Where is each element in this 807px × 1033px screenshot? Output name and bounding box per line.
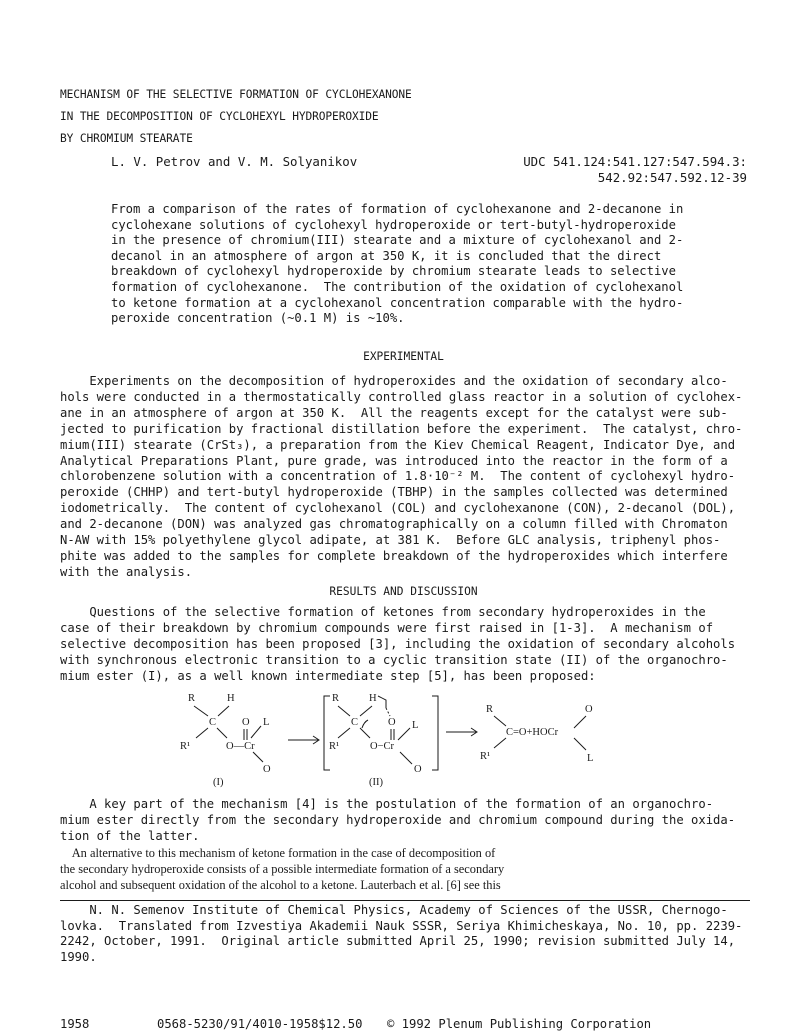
paragraph-line: An alternative to this mechanism of ketone formation in the case of decomposition of [60, 846, 496, 860]
paragraph-line: jected to purification by fractional distillation before the experiment. The catalyst, chro- [60, 421, 743, 436]
paragraph-line: peroxide (CHHP) and tert-butyl hydroperoxide (TBHP) in the samples collected was determined [60, 485, 728, 500]
bond [251, 726, 261, 738]
scheme-r1: R¹ [480, 751, 491, 762]
bond [338, 706, 350, 716]
title-line-2: IN THE DECOMPOSITION OF CYCLOHEXYL HYDROPEROXIDE [60, 110, 379, 123]
title-line-3: BY CHROMIUM STEARATE [60, 132, 193, 145]
bond [398, 728, 410, 740]
abstract-line: decanol in an atmosphere of argon at 350 K, it is concluded that the direct [111, 248, 662, 263]
bracket-right [432, 696, 438, 770]
paragraph-line: N-AW with 15% polyethylene glycol adipate, at 381 K. Before GLC analysis, triphenyl phos- [60, 533, 721, 548]
bond [494, 716, 506, 726]
title-line-1: MECHANISM OF THE SELECTIVE FORMATION OF CYCLOHEXANONE [60, 88, 412, 101]
bracket-left [324, 696, 330, 770]
scheme-r: R [486, 704, 494, 715]
udc-line-2: 542.92:547.592.12-39 [597, 170, 747, 185]
paragraph-line: with the analysis. [60, 564, 193, 579]
scheme-o-cr: O−Cr [370, 741, 395, 752]
paragraph-line: case of their breakdown by chromium compounds were first raised in [1-3]. A mechanism of [60, 620, 714, 635]
scheme-r1: R¹ [329, 741, 340, 752]
scheme-product: C=O+HOCr [506, 727, 559, 738]
paragraph-line: iodometrically. The content of cyclohexanol (COL) and cyclohexanone (CON), 2-decanol (DOL), [60, 501, 736, 516]
paragraph-line: Analytical Preparations Plant, pure grade, was introduced into the reactor in the form of a [60, 453, 728, 468]
scheme-c: C [209, 717, 217, 728]
scheme-l: L [412, 720, 419, 731]
footnote [60, 903, 750, 965]
scheme-o: O [242, 717, 250, 728]
structure-label-2: (II) [369, 777, 383, 788]
electron-arrow [378, 696, 386, 708]
paragraph-line: mium(III) stearate (CrSt₃), a preparation from the Kiev Chemical Reagent, Indicator Dye, and [60, 437, 736, 452]
scheme-o: O [414, 764, 422, 775]
bond [217, 728, 227, 738]
paragraph-line: chlorobenzene solution with a concentration of 1.8·10⁻² M. The content of cyclohexyl hydro- [60, 469, 736, 484]
scheme-r: R [188, 693, 196, 704]
page-number: 1958 [60, 1017, 90, 1031]
abstract-line: From a comparison of the rates of formation of cyclohexanone and 2-decanone in [111, 202, 684, 216]
paragraph-line: with synchronous electronic transition to a cyclic transition state (II) of the organochro- [60, 652, 728, 667]
paragraph-line: phite was added to the samples for complete breakdown of the hydroperoxides which interfere [60, 548, 728, 563]
bond [196, 728, 208, 738]
paragraph-line: tion of the latter. [60, 828, 200, 843]
scheme-l: L [263, 717, 270, 728]
scheme-h: H [369, 693, 377, 704]
paragraph-line: mium ester (I), as a well known intermediate step [5], has been proposed: [60, 668, 596, 683]
scheme-o: O [388, 717, 396, 728]
electron-arrow [362, 720, 368, 728]
authors: L. V. Petrov and V. M. Solyanikov [111, 154, 358, 169]
footnote-line: lovka. Translated from Izvestiya Akademii Nauk SSSR, Seriya Khimicheskaya, No. 10, pp. 2239- [60, 918, 743, 933]
bond [338, 728, 350, 738]
scheme-l: L [587, 753, 594, 764]
bond [400, 752, 412, 764]
scheme-o-cr: O—Cr [226, 741, 255, 752]
section-heading-experimental: EXPERIMENTAL [363, 350, 444, 363]
abstract [111, 202, 747, 327]
copyright: © 1992 Plenum Publishing Corporation [387, 1017, 652, 1031]
article-code: 0568-5230/91/4010-1958$12.50 [157, 1017, 363, 1031]
paragraph-line: A key part of the mechanism [4] is the postulation of the formation of an organochro- [60, 797, 714, 811]
bond [386, 708, 390, 716]
scheme-o: O [585, 704, 593, 715]
results-text [60, 605, 750, 685]
bond [494, 738, 506, 748]
paragraph-line: selective decomposition has been proposed [3], including the oxidation of secondary alcohols [60, 636, 736, 651]
paragraph-line: alcohol and subsequent oxidation of the alcohol to a ketone. Lauterbach et al. [6] see this [60, 877, 501, 892]
footnote-divider [60, 900, 750, 901]
paragraph-key-part [60, 797, 750, 845]
paragraph-line: Questions of the selective formation of ketones from secondary hydroperoxides in the [60, 605, 706, 619]
scheme-r: R [332, 693, 340, 704]
paragraph-alternative [60, 846, 750, 893]
paragraph-line: ane in an atmosphere of argon at 350 K. All the reagents except for the catalyst were sub- [60, 405, 728, 420]
abstract-line: to ketone formation at a cyclohexanol concentration comparable with the hydro- [111, 295, 684, 310]
scheme-h: H [227, 693, 235, 704]
article-title [60, 84, 412, 150]
bond [574, 716, 586, 728]
bond [218, 706, 229, 716]
experimental-text [60, 374, 750, 581]
abstract-line: in the presence of chromium(III) stearate and a mixture of cyclohexanol and 2- [111, 233, 684, 248]
abstract-line: breakdown of cyclohexyl hydroperoxide by chromium stearate leads to selective [111, 264, 676, 279]
footnote-line: 2242, October, 1991. Original article submitted April 25, 1990; revision submitted July 14, [60, 934, 736, 949]
bond [360, 706, 372, 716]
paragraph-line: hols were conducted in a thermostatically controlled glass reactor in a solution of cyclohex- [60, 389, 743, 404]
paragraph-line: the secondary hydroperoxide consists of a possible intermediate formation of a secondary [60, 861, 505, 876]
structure-label-1: (I) [213, 777, 224, 788]
udc-code [483, 154, 747, 186]
bond [574, 738, 586, 750]
udc-line-1: UDC 541.124:541.127:547.594.3: [523, 154, 747, 169]
reaction-scheme [150, 688, 630, 790]
paragraph-line: and 2-decanone (DON) was analyzed gas chromatographically on a column filled with Chromaton [60, 517, 728, 532]
abstract-line: formation of cyclohexanone. The contribution of the oxidation of cyclohexanol [111, 279, 684, 294]
bond [360, 728, 370, 738]
bond [253, 752, 263, 762]
bond [194, 706, 208, 716]
section-heading-results: RESULTS AND DISCUSSION [329, 585, 478, 598]
abstract-line: cyclohexane solutions of cyclohexyl hydroperoxide or tert-butyl-hydroperoxide [111, 217, 676, 232]
scheme-r1: R¹ [180, 741, 191, 752]
abstract-line: peroxide concentration (~0.1 M) is ~10%. [111, 311, 405, 326]
paragraph-line: mium ester directly from the secondary hydroperoxide and chromium compound during the oxida- [60, 812, 736, 827]
scheme-c: C [351, 717, 359, 728]
footnote-line: N. N. Semenov Institute of Chemical Physics, Academy of Sciences of the USSR, Chernogo- [60, 903, 728, 917]
paragraph-line: Experiments on the decomposition of hydroperoxides and the oxidation of secondary alco- [60, 374, 728, 388]
footnote-line: 1990. [60, 949, 97, 964]
scheme-o: O [263, 764, 271, 775]
